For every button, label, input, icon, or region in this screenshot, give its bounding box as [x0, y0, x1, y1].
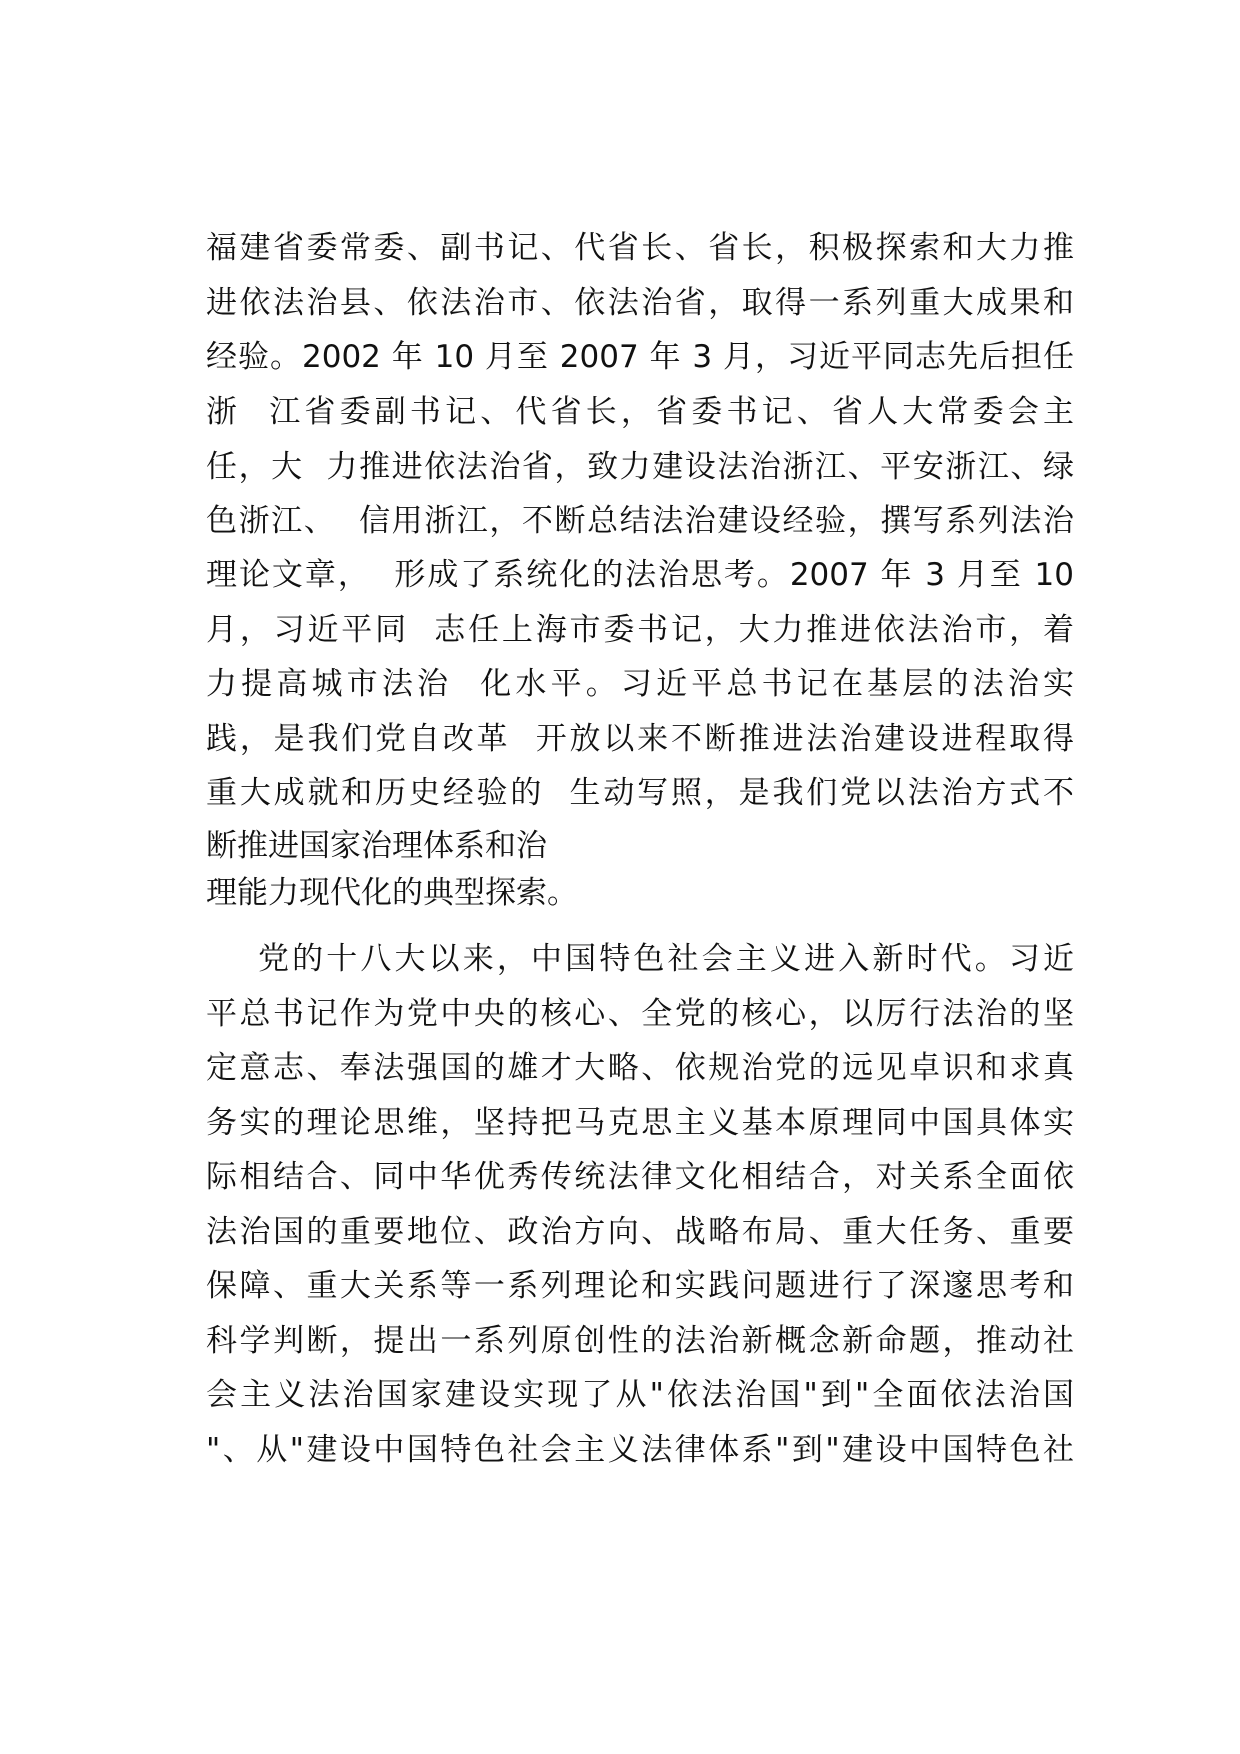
text-line: 进依法治县、依法治市、依法治省，取得一系列重大成果和 — [206, 285, 1074, 321]
text-line: 科学判断，提出一系列原创性的法治新概念新命题，推动社 — [206, 1323, 1074, 1359]
text-line: 福建省委常委、副书记、代省长、省长，积极探索和大力推 — [206, 230, 1074, 266]
text-line: 保障、重大关系等一系列理论和实践问题进行了深邃思考和 — [206, 1268, 1074, 1304]
text-line: 浙 江省委副书记、代省长，省委书记、省人大常委会主 — [206, 394, 1074, 430]
text-line: 际相结合、同中华优秀传统法律文化相结合，对关系全面依 — [206, 1159, 1074, 1195]
text-line: 色浙江、 信用浙江，不断总结法治建设经验，撰写系列法治 — [206, 503, 1074, 539]
text-line: 任，大 力推进依法治省，致力建设法治浙江、平安浙江、绿 — [206, 449, 1074, 485]
text-line: 平总书记作为党中央的核心、全党的核心，以厉行法治的坚 — [206, 996, 1074, 1032]
text-line: 会主义法治国家建设实现了从"依法治国"到"全面依法治国 — [206, 1377, 1074, 1413]
text-line: 重大成就和历史经验的 生动写照，是我们党以法治方式不 — [206, 775, 1074, 811]
text-line: 经验。2002 年 10 月至 2007 年 3 月，习近平同志先后担任 — [206, 339, 1074, 375]
text-line: 力提高城市法治 化水平。习近平总书记在基层的法治实 — [206, 666, 1074, 702]
text-line: 断推进国家治理体系和治 — [206, 828, 547, 864]
text-line: 践，是我们党自改革 开放以来不断推进法治建设进程取得 — [206, 721, 1074, 757]
text-line: 党的十八大以来，中国特色社会主义进入新时代。习近 — [206, 941, 1074, 977]
text-line: 法治国的重要地位、政治方向、战略布局、重大任务、重要 — [206, 1214, 1074, 1250]
text-line: 月，习近平同 志任上海市委书记，大力推进依法治市，着 — [206, 612, 1074, 648]
text-line: "、从"建设中国特色社会主义法律体系"到"建设中国特色社 — [206, 1432, 1074, 1468]
text-line: 理论文章， 形成了系统化的法治思考。2007 年 3 月至 10 — [206, 557, 1074, 593]
text-line: 务实的理论思维，坚持把马克思主义基本原理同中国具体实 — [206, 1105, 1074, 1141]
text-line: 定意志、奉法强国的雄才大略、依规治党的远见卓识和求真 — [206, 1050, 1074, 1086]
text-line: 理能力现代化的典型探索。 — [206, 875, 578, 911]
